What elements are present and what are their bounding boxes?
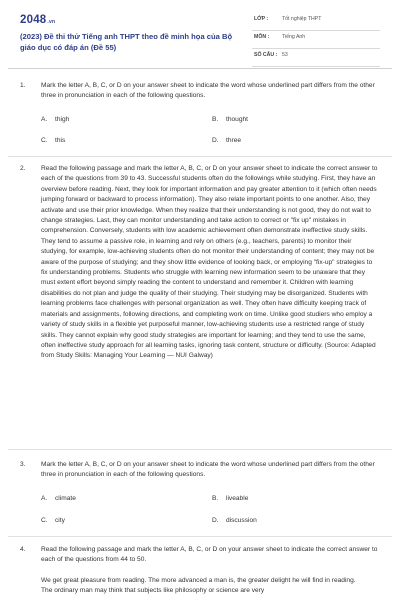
meta-label: LỚP : (254, 16, 269, 22)
question-2 (20, 164, 384, 434)
option-text: this (55, 137, 66, 144)
question-divider (8, 449, 392, 450)
option-letter: D. (212, 137, 219, 144)
option-letter: C. (41, 137, 48, 144)
option-letter: D. (212, 517, 219, 524)
option-text: liveable (226, 495, 249, 502)
question-divider (8, 156, 392, 157)
option-c[interactable] (41, 137, 65, 144)
meta-label: MÔN : (254, 34, 270, 40)
option-letter: C. (41, 517, 48, 524)
meta-row-subject (252, 31, 380, 49)
option-c[interactable] (41, 517, 65, 524)
option-d[interactable] (212, 517, 257, 524)
option-b[interactable] (212, 495, 248, 502)
meta-value: 53 (282, 52, 288, 58)
question-number: 2. (20, 165, 26, 172)
question-4 (20, 545, 384, 569)
option-a[interactable] (41, 495, 76, 502)
option-letter: B. (212, 116, 219, 123)
option-letter: A. (41, 495, 48, 502)
question-divider (8, 536, 392, 537)
meta-label: SỐ CÂU : (254, 52, 278, 58)
question-text: Read the following passage and mark the letter A, B, C, or D on your answer sheet to indicate the correct answer to each of the questions from 44 to 50. (41, 546, 378, 564)
question-number: 3. (20, 461, 26, 468)
question-3 (20, 460, 384, 484)
logo-main: 2048 (20, 14, 47, 26)
option-text: three (226, 137, 242, 144)
option-b[interactable] (212, 116, 248, 123)
document-header (0, 0, 400, 64)
question-number: 4. (20, 546, 26, 553)
question-number: 1. (20, 82, 26, 89)
question-text: Read the following passage and mark the letter A, B, C, or D on your answer sheet to indicate the correct answer to each of the questions from 39 to 43. Successful students often do the followings while studying. First, they have an overview before reading. Next, they look for important information and pay greater attention to it (which often needs jumping forward or backward to process information). They also relate important points to one another. Also, they activate and use their prior knowledge. When they realize that their understanding is not good, they do not wait to change strategies. Last, they can monitor understanding and take action to correct or "fix up" mistakes in comprehension. Conversely, students with low academic achievement often demonstrate ineffective study skills. They tend to assume a passive role, in learning and rely on others (e.g., teachers, parents) to monitor their studying, for example, low-achieving students often do not monitor their understanding of content; they may not be aware of the purpose of studying; and they show little evidence of looking back, or employing "fix-up" strategies to fix understanding problems. Students who struggle with learning new information seem to be unaware that they must extent effort beyond simply reading the content to understand and remember it. Children with learning disabilities do not plan and judge the quality of their studying. Their studying may be disorganized. Students with learning problems face challenges with personal organization as well. They often have difficulty keeping track of materials and assignments, following directions, and completing work on time. Unlike good studiers who employ a variety of study skills in a flexible yet purposeful manner, low-achieving students use a restricted range of study skills. They cannot explain why good study strategies are important for learning; and they tend to use the same, often ineffective study approach for all learning tasks, ignoring task content, structure or difficulty. (Source: Adapted from Study Skills: Managing Your Learning — NUI Galway) (41, 165, 378, 360)
meta-value: Tốt nghiệp THPT (282, 16, 322, 22)
option-text: thought (226, 116, 248, 123)
question-text: Mark the letter A, B, C, or D on your answer sheet to indicate the word whose underlined part differs from the other three in pronunciation in each of the following questions. (41, 461, 375, 479)
reading-passage: We get great pleasure from reading. The more advanced a man is, the greater delight he will find in reading. The ordinary man may think that subjects like philosophy or science are very (41, 577, 356, 595)
site-logo[interactable] (20, 14, 55, 26)
exam-title: (2023) Đề thi thử Tiếng anh THPT theo đề minh họa của Bộ giáo dục có đáp án (Đề 55) (20, 32, 233, 52)
question-1 (20, 81, 384, 105)
meta-row-count (252, 49, 380, 67)
option-letter: B. (212, 495, 219, 502)
logo-suffix: .vn (47, 19, 56, 25)
meta-row-class (252, 13, 380, 31)
question-text: Mark the letter A, B, C, or D on your answer sheet to indicate the word whose underlined part differs from the other three in pronunciation in each of the following questions. (41, 82, 375, 100)
option-d[interactable] (212, 137, 241, 144)
option-letter: A. (41, 116, 48, 123)
option-a[interactable] (41, 116, 69, 123)
option-text: thigh (55, 116, 70, 123)
option-text: discussion (226, 517, 257, 524)
meta-value: Tiếng Anh (282, 34, 306, 40)
option-text: city (55, 517, 65, 524)
header-divider (8, 68, 392, 69)
exam-meta (252, 13, 380, 67)
option-text: climate (55, 495, 76, 502)
